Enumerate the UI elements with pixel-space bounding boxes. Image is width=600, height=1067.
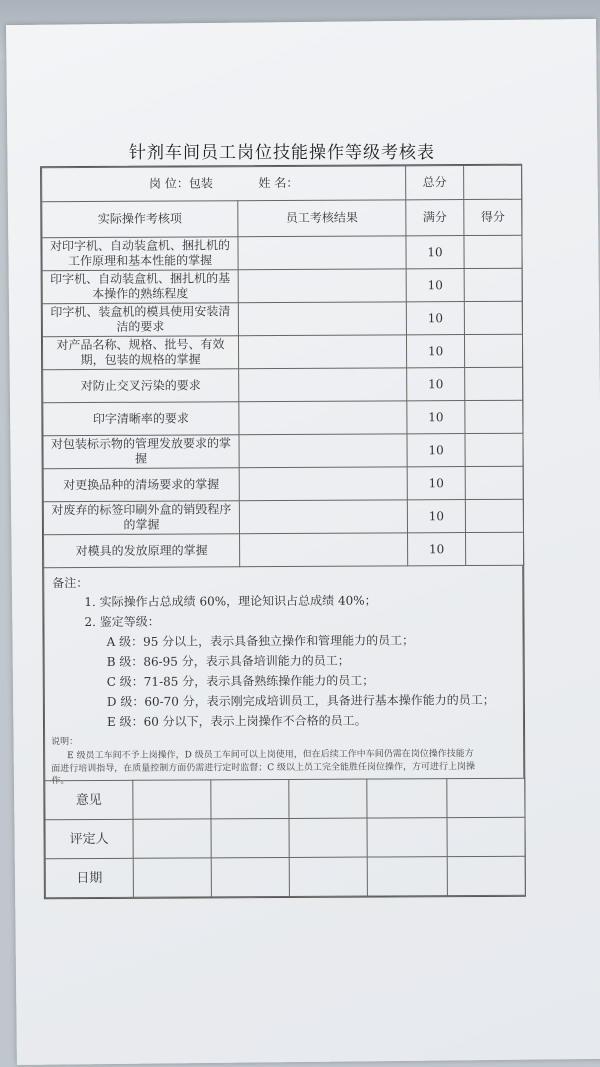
post-label: 岗 位：包装 — [148, 176, 213, 191]
sign-cell[interactable] — [367, 857, 447, 896]
row-full: 10 — [408, 533, 466, 566]
explain-line: E 级员工车间不予上岗操作，D 级员工车间可以上岗使用，但在后续工作中车间仍需在岗位操作技能方 — [67, 749, 474, 762]
col-full: 满分 — [406, 200, 464, 236]
row-item: 对更换品种的清场要求的掌握 — [43, 468, 239, 502]
table-row — [42, 301, 522, 337]
grade-e: E 级：60 分以下，表示上岗操作不合格的员工。 — [106, 713, 367, 729]
row-item: 印字机、自动装盒机、捆扎机的基本操作的熟练程度 — [42, 270, 238, 304]
sign-cell[interactable] — [447, 817, 525, 856]
row-item: 对模具的发放原理的掌握 — [44, 534, 240, 568]
sign-cell[interactable] — [289, 818, 367, 857]
row-item: 对包装标示物的管理发放要求的掌握 — [43, 435, 239, 469]
grade-c: C 级：71-85 分，表示具备熟练操作能力的员工； — [106, 673, 375, 689]
table-row — [43, 433, 523, 469]
table-row — [42, 334, 522, 370]
row-score[interactable] — [466, 532, 524, 565]
table-row — [43, 499, 523, 535]
row-score[interactable] — [464, 268, 522, 301]
row-item: 对产品名称、规格、批号、有效期，包装的规格的掌握 — [42, 336, 238, 370]
row-score[interactable] — [464, 334, 522, 367]
row-result[interactable] — [238, 236, 406, 270]
row-full: 10 — [407, 368, 465, 401]
sign-cell[interactable] — [133, 819, 211, 858]
row-full: 10 — [407, 467, 465, 500]
form-title: 针剂车间员工岗位技能操作等级考核表 — [129, 143, 435, 163]
row-item: 印字清晰率的要求 — [43, 402, 239, 436]
notes-section — [43, 566, 524, 787]
sign-cell[interactable] — [367, 818, 447, 857]
table-row — [42, 235, 522, 271]
notes-line-1: 1. 实际操作占总成绩 60%，理论知识占总成绩 40%； — [84, 593, 377, 610]
sign-cell[interactable] — [447, 778, 525, 817]
notes-heading: 备注： — [52, 576, 89, 591]
sign-label-assessor: 评定人 — [45, 819, 133, 858]
sign-label-opinion: 意见 — [45, 780, 133, 819]
row-result[interactable] — [238, 335, 406, 369]
grade-b: B 级：86-95 分，表示具备培训能力的员工； — [106, 653, 350, 669]
total-label: 总分 — [406, 166, 464, 200]
sign-cell[interactable] — [289, 857, 367, 896]
table-row — [43, 367, 523, 403]
sign-cell[interactable] — [133, 780, 211, 819]
sign-cell[interactable] — [289, 779, 367, 818]
name-label: 姓 名： — [258, 175, 299, 191]
sign-cell[interactable] — [211, 818, 289, 857]
row-result[interactable] — [239, 434, 407, 468]
row-item: 印字机、装盒机的模具使用安装清洁的要求 — [42, 303, 238, 337]
score-table — [41, 165, 524, 569]
row-full: 10 — [407, 434, 465, 467]
sign-row — [45, 817, 525, 859]
row-score[interactable] — [464, 301, 522, 334]
row-result[interactable] — [239, 401, 407, 435]
row-full: 10 — [406, 335, 464, 368]
row-score[interactable] — [465, 466, 523, 499]
row-item: 对废弃的标签印刷外盒的销毁程序的掌握 — [43, 501, 239, 535]
row-score[interactable] — [465, 499, 523, 532]
row-score[interactable] — [465, 400, 523, 433]
row-result[interactable] — [239, 500, 407, 534]
col-score: 得分 — [464, 199, 522, 235]
grade-a: A 级：95 分以上，表示具备独立操作和管理能力的员工； — [106, 633, 415, 649]
sign-table — [44, 778, 526, 899]
sign-cell[interactable] — [133, 858, 211, 897]
row-item: 对防止交叉污染的要求 — [43, 369, 239, 403]
sign-cell[interactable] — [367, 779, 447, 818]
row-full: 10 — [407, 401, 465, 434]
row-result[interactable] — [239, 467, 407, 501]
row-result[interactable] — [238, 302, 406, 336]
sign-row — [45, 778, 525, 820]
row-item: 对印字机、自动装盒机、捆扎机的工作原理和基本性能的掌握 — [42, 237, 238, 271]
total-value[interactable] — [464, 165, 522, 199]
sign-cell[interactable] — [211, 857, 289, 896]
table-row — [42, 268, 522, 304]
sign-cell[interactable] — [447, 856, 525, 895]
table-row — [43, 400, 523, 436]
row-score[interactable] — [464, 235, 522, 268]
sign-cell[interactable] — [211, 779, 289, 818]
table-row — [43, 466, 523, 502]
row-full: 10 — [406, 236, 464, 269]
grade-d: D 级：60-70 分，表示刚完成培训员工，具备进行基本操作能力的员工； — [106, 692, 495, 709]
col-item: 实际操作考核项 — [42, 201, 238, 238]
assessment-form — [40, 164, 526, 900]
row-result[interactable] — [240, 533, 408, 567]
row-full: 10 — [406, 269, 464, 302]
header-post-name — [42, 166, 406, 202]
row-score[interactable] — [465, 367, 523, 400]
table-row — [44, 532, 524, 568]
row-full: 10 — [406, 302, 464, 335]
notes-line-2: 2. 鉴定等级： — [84, 614, 160, 630]
row-result[interactable] — [238, 269, 406, 303]
sign-row — [45, 856, 525, 898]
row-full: 10 — [407, 500, 465, 533]
row-result[interactable] — [239, 368, 407, 402]
col-result: 员工考核结果 — [238, 200, 406, 237]
sign-label-date: 日期 — [45, 858, 133, 897]
explain-line: 作。 — [51, 776, 70, 787]
explain-heading: 说明： — [51, 737, 79, 748]
explain-line: 面进行培训指导，在质量控制方面仍需进行定时监督；C 级以上员工完全能胜任岗位操作，方可进行上岗操 — [51, 761, 476, 775]
row-score[interactable] — [465, 433, 523, 466]
